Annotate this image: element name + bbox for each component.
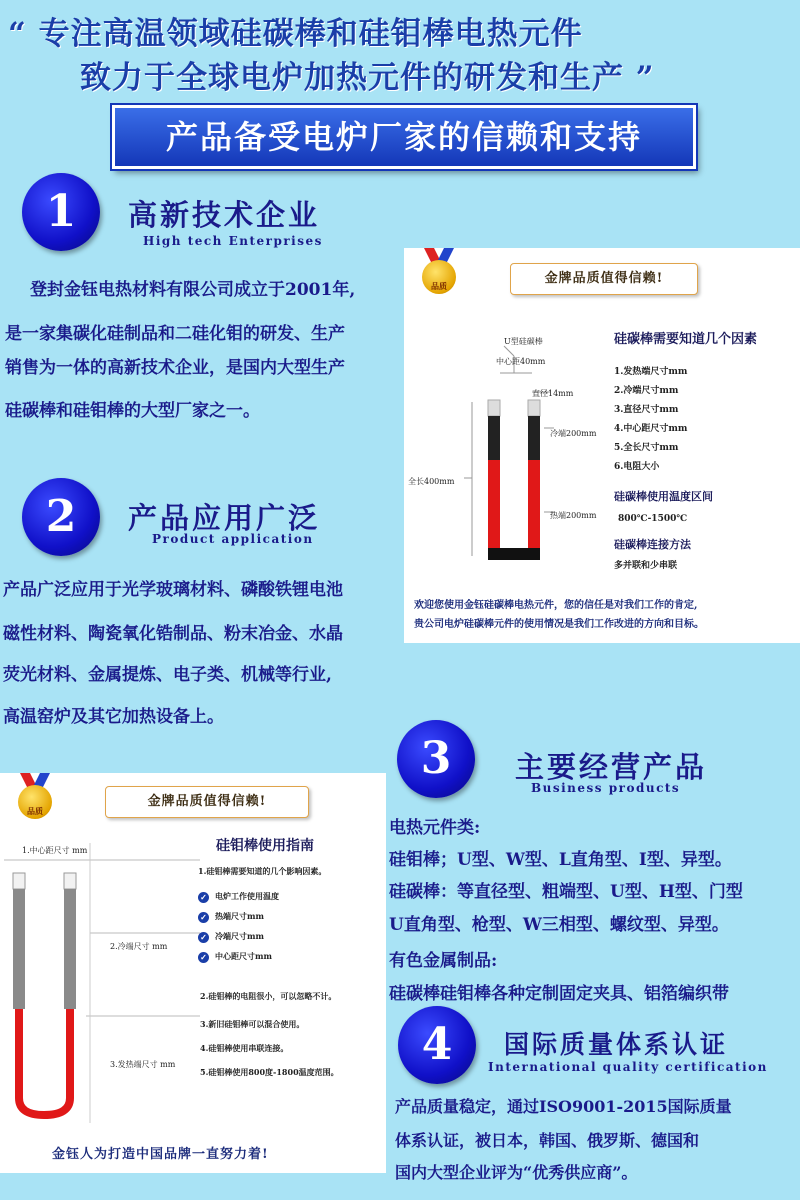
hot-end-label: 热端200mm: [550, 511, 597, 520]
factor-item: 2.冷端尺寸mm: [614, 386, 679, 396]
section-1-line: 登封金钰电热材料有限公司成立于2001年,: [30, 280, 356, 300]
quality-pill: 金牌品质值得信赖!: [105, 786, 309, 818]
section-2-line: 产品广泛应用于光学玻璃材料、磷酸铁锂电池: [3, 580, 343, 600]
factor-item: 1.发热端尺寸mm: [614, 367, 688, 377]
cold-end-label: 冷端200mm: [550, 429, 597, 438]
section-2-line: 磁性材料、陶瓷氧化锆制品、粉末冶金、水晶: [3, 624, 343, 644]
total-length-label: 全长400mm: [408, 477, 455, 486]
section-1-line: 硅碳棒和硅钼棒的大型厂家之一。: [5, 401, 260, 421]
sic-factors-heading: 硅碳棒需要知道几个因素: [614, 332, 758, 347]
check-icon: ✓: [198, 912, 209, 923]
temp-range-value: 800℃-1500℃: [618, 514, 688, 524]
section-3-line: 硅碳棒硅钼棒各种定制固定夹具、铝箔编织带: [389, 984, 729, 1004]
section-3-number: 3: [397, 720, 475, 798]
factor-item: 4.中心距尺寸mm: [614, 424, 688, 434]
guide-check-label: 热端尺寸mm: [215, 911, 264, 921]
section-3-subtitle: Business products: [531, 781, 681, 795]
check-icon: ✓: [198, 892, 209, 903]
section-2-line: 高温窑炉及其它加热设备上。: [3, 707, 224, 727]
guide-check-label: 电炉工作使用温度: [215, 891, 279, 901]
section-3-line: 硅碳棒：等直径型、粗端型、U型、H型、门型: [389, 882, 743, 902]
section-3-line: 硅钼棒；U型、W型、L直角型、I型、异型。: [389, 850, 732, 870]
factor-item: 5.全长尺寸mm: [614, 443, 679, 453]
guide-intro: 1.硅钼棒需要知道的几个影响因素。: [198, 866, 327, 876]
section-3-line: 有色金属制品:: [389, 951, 498, 971]
guide-check-label: 冷端尺寸mm: [215, 931, 264, 941]
section-1-title: 高新技术企业: [128, 198, 321, 232]
hot-end-label: 3.发热端尺寸 mm: [110, 1060, 176, 1069]
slogan-line-2: 致力于全球电炉加热元件的研发和生产 ”: [80, 60, 655, 96]
card-footer: 金钰人为打造中国品牌一直努力着!: [52, 1147, 269, 1162]
section-2-line: 荧光材料、金属提炼、电子类、机械等行业,: [3, 665, 332, 685]
factor-item: 6.电阻大小: [614, 462, 660, 472]
guide-check-label: 中心距尺寸mm: [215, 951, 272, 961]
section-1-line: 是一家集碳化硅制品和二硅化钼的研发、生产: [5, 324, 345, 344]
card-footer-line-1: 欢迎您使用金钰硅碳棒电热元件，您的信任是对我们工作的肯定,: [414, 600, 698, 611]
center-distance-label: 1.中心距尺寸 mm: [22, 846, 88, 855]
section-4-subtitle: International quality certification: [488, 1060, 768, 1074]
slogan-line-1: “ 专注高温领域硅碳棒和硅钼棒电热元件: [8, 16, 583, 52]
check-icon: ✓: [198, 952, 209, 963]
connection-heading: 硅碳棒连接方法: [614, 538, 691, 551]
factor-item: 3.直径尺寸mm: [614, 405, 679, 415]
section-2-subtitle: Product application: [152, 532, 314, 546]
cold-end-label: 2.冷端尺寸 mm: [110, 942, 168, 951]
guide-note: 4.硅钼棒使用串联连接。: [200, 1043, 289, 1053]
guide-note: 5.硅钼棒使用800度-1800温度范围。: [200, 1067, 339, 1077]
guide-check-item: [198, 951, 272, 963]
banner: 产品备受电炉厂家的信赖和支持: [112, 105, 696, 169]
section-1-line: 销售为一体的高新技术企业，是国内大型生产: [5, 358, 345, 378]
check-icon: ✓: [198, 932, 209, 943]
section-1-subtitle: High tech Enterprises: [143, 234, 323, 248]
quality-pill: 金牌品质值得信赖!: [510, 263, 698, 295]
guide-note: 3.新旧硅钼棒可以混合使用。: [200, 1019, 305, 1029]
section-4-line: 产品质量稳定，通过ISO9001-2015国际质量: [395, 1097, 732, 1116]
section-4-number: 4: [398, 1006, 476, 1084]
section-3-line: U直角型、枪型、W三相型、螺纹型、异型。: [389, 915, 729, 935]
mosi2-rod-diagram: [0, 833, 200, 1123]
guide-check-item: [198, 931, 264, 943]
section-2-number: 2: [22, 478, 100, 556]
section-4-line: 国内大型企业评为“优秀供应商”。: [395, 1163, 638, 1182]
guide-check-item: [198, 891, 279, 903]
connection-value: 多并联和少串联: [614, 561, 678, 571]
temp-range-heading: 硅碳棒使用温度区间: [614, 490, 713, 503]
mosi2-guide-heading: 硅钼棒使用指南: [216, 838, 314, 854]
guide-check-item: [198, 911, 264, 923]
medal-label: 品质: [431, 281, 447, 291]
section-1-number: 1: [22, 173, 100, 251]
section-2-title: 产品应用广泛: [128, 501, 321, 535]
guide-note: 2.硅钼棒的电阻很小，可以忽略不计。: [200, 991, 337, 1001]
medal-label: 品质: [27, 806, 43, 816]
sic-rod-info-card: [404, 248, 800, 643]
section-4-line: 体系认证，被日本，韩国、俄罗斯、德国和: [395, 1131, 700, 1150]
diameter-label: 直径14mm: [532, 389, 574, 398]
section-3-line: 电热元件类:: [389, 818, 481, 838]
section-4-title: 国际质量体系认证: [504, 1030, 729, 1059]
center-distance-label: 中心距40mm: [496, 357, 546, 366]
mosi2-rod-guide-card: [0, 773, 386, 1173]
card-footer-line-2: 贵公司电炉硅碳棒元件的使用情况是我们工作改进的方向和目标。: [414, 619, 704, 630]
section-3-title: 主要经营产品: [515, 750, 708, 784]
diagram-title: U型硅碳棒: [504, 337, 543, 346]
